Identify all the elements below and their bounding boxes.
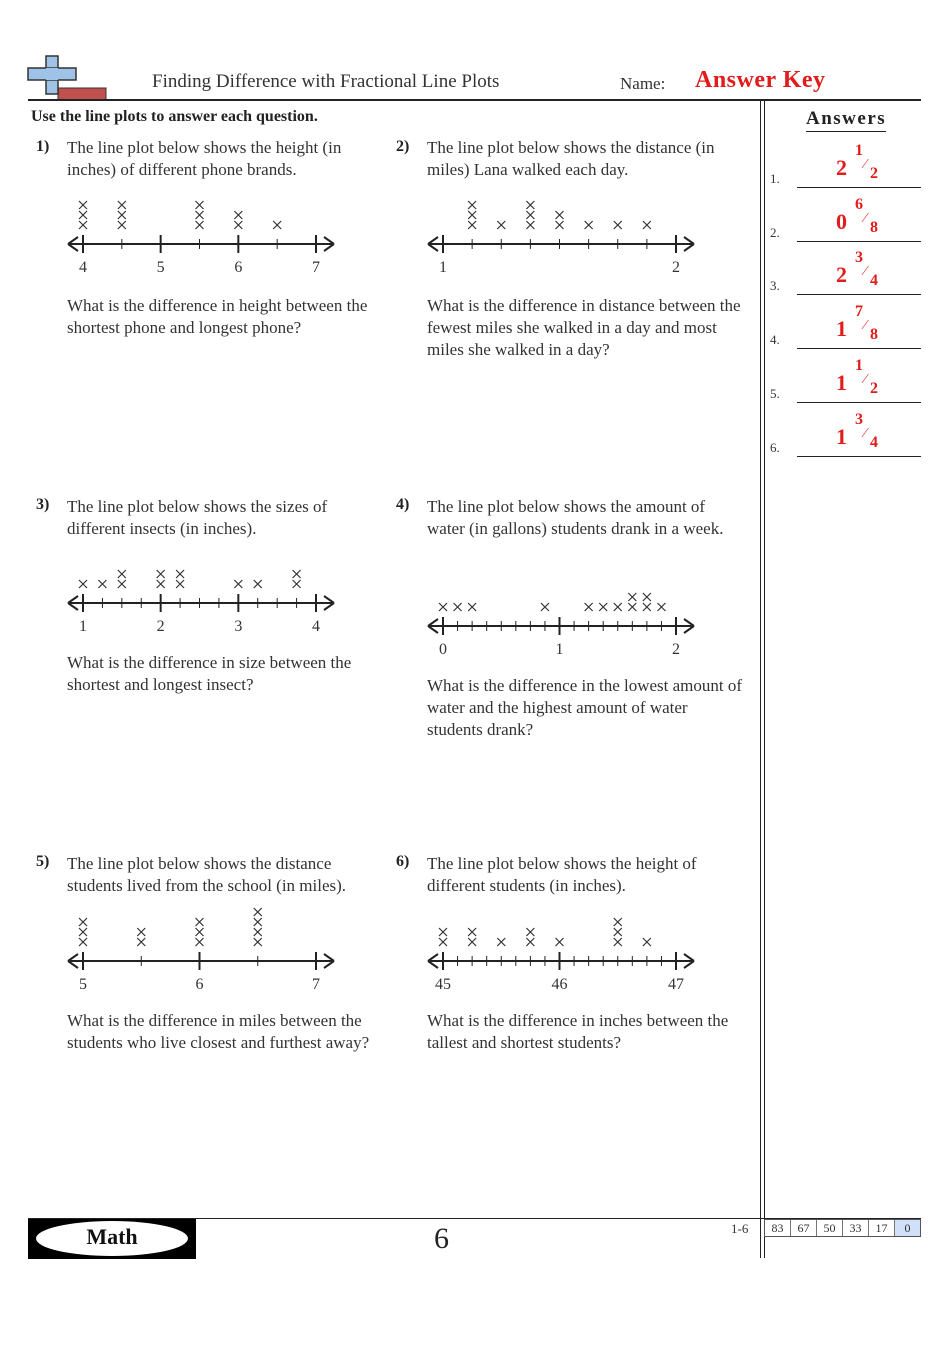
question-prompt: The line plot below shows the amount of water (in gallons) students drank in a week. bbox=[427, 497, 724, 538]
line-plot bbox=[420, 572, 705, 667]
x-mark bbox=[614, 918, 622, 926]
answer-line bbox=[797, 348, 921, 349]
x-mark bbox=[439, 928, 447, 936]
question-prompt: The line plot below shows the height (in inches) of different phone brands. bbox=[67, 138, 342, 179]
score-cell: 17 bbox=[868, 1220, 894, 1236]
question-number: 5) bbox=[36, 853, 50, 870]
x-mark bbox=[556, 221, 564, 229]
fraction-slash-icon: ⁄ bbox=[864, 318, 867, 333]
answer-denominator: 2 bbox=[870, 380, 878, 397]
x-mark bbox=[118, 580, 126, 588]
x-mark bbox=[628, 603, 636, 611]
header-rule bbox=[28, 99, 921, 101]
x-mark bbox=[118, 201, 126, 209]
answer-whole: 2 bbox=[836, 262, 847, 287]
x-mark bbox=[176, 580, 184, 588]
question-prompt: The line plot below shows the height of different students (in inches). bbox=[427, 854, 697, 895]
tick-label: 46 bbox=[551, 976, 568, 993]
line-plot bbox=[60, 907, 345, 1002]
x-mark bbox=[157, 570, 165, 578]
x-mark bbox=[196, 918, 204, 926]
x-mark bbox=[468, 201, 476, 209]
tick-label: 1 bbox=[555, 641, 564, 658]
question-number: 1) bbox=[36, 138, 50, 155]
x-mark bbox=[439, 938, 447, 946]
x-mark bbox=[556, 211, 564, 219]
instructions: Use the line plots to answer each question. bbox=[31, 108, 318, 125]
x-mark bbox=[234, 211, 242, 219]
question-prompt: The line plot below shows the distance students lived from the school (in miles). bbox=[67, 854, 347, 895]
x-mark bbox=[196, 938, 204, 946]
x-mark bbox=[468, 211, 476, 219]
page-number: 6 bbox=[434, 1222, 449, 1255]
question-text: What is the difference in miles between the students who live closest and furthest away? bbox=[67, 1011, 370, 1052]
x-mark bbox=[196, 201, 204, 209]
tick-label: 47 bbox=[668, 976, 684, 993]
x-mark bbox=[497, 938, 505, 946]
x-mark bbox=[439, 603, 447, 611]
line-plot bbox=[420, 190, 705, 285]
x-mark bbox=[234, 221, 242, 229]
x-mark bbox=[497, 221, 505, 229]
x-mark bbox=[234, 580, 242, 588]
answer-number: 4. bbox=[770, 332, 780, 347]
answer-numerator: 3 bbox=[855, 249, 863, 266]
score-range-label: 1-6 bbox=[731, 1221, 749, 1236]
x-mark bbox=[614, 928, 622, 936]
answer-column-divider bbox=[760, 100, 761, 1258]
x-mark bbox=[196, 221, 204, 229]
answer-denominator: 8 bbox=[870, 326, 878, 343]
question-number: 2) bbox=[396, 138, 410, 155]
tick-label: 5 bbox=[156, 259, 165, 276]
tick-label: 2 bbox=[156, 618, 165, 635]
x-mark bbox=[196, 928, 204, 936]
line-plot bbox=[60, 549, 345, 644]
answer-number: 5. bbox=[770, 386, 780, 401]
tick-label: 2 bbox=[672, 641, 680, 658]
answer-denominator: 4 bbox=[870, 272, 878, 289]
x-mark bbox=[468, 928, 476, 936]
x-mark bbox=[118, 570, 126, 578]
question-text: What is the difference in inches between the tallest and shortest students? bbox=[427, 1011, 729, 1052]
x-mark bbox=[293, 570, 301, 578]
question-prompt: The line plot below shows the sizes of different insects (in inches). bbox=[67, 497, 328, 538]
fraction-slash-icon: ⁄ bbox=[864, 211, 867, 226]
fraction-slash-icon: ⁄ bbox=[864, 157, 867, 172]
question-text: What is the difference in height between the shortest phone and longest phone? bbox=[67, 296, 368, 337]
x-mark bbox=[526, 928, 534, 936]
tick-label: 1 bbox=[79, 618, 87, 635]
x-mark bbox=[79, 211, 87, 219]
x-mark bbox=[541, 603, 549, 611]
x-mark bbox=[614, 603, 622, 611]
answer-numerator: 7 bbox=[855, 303, 863, 320]
tick-label: 4 bbox=[79, 259, 87, 276]
x-mark bbox=[628, 593, 636, 601]
x-mark bbox=[254, 938, 262, 946]
x-mark bbox=[273, 221, 281, 229]
x-mark bbox=[526, 211, 534, 219]
x-mark bbox=[599, 603, 607, 611]
x-mark bbox=[293, 580, 301, 588]
x-mark bbox=[254, 908, 262, 916]
tick-label: 7 bbox=[312, 259, 320, 276]
answer-numerator: 3 bbox=[855, 411, 863, 428]
x-mark bbox=[118, 221, 126, 229]
answer-line bbox=[797, 456, 921, 457]
answer-line bbox=[797, 241, 921, 242]
x-mark bbox=[254, 928, 262, 936]
tick-label: 4 bbox=[312, 618, 320, 635]
answers-heading: Answers bbox=[806, 108, 886, 132]
question-prompt: The line plot below shows the distance (in miles) Lana walked each day. bbox=[427, 138, 715, 179]
question-text: What is the difference in the lowest amount of water and the highest amount of water students drank? bbox=[427, 676, 743, 739]
x-mark bbox=[79, 938, 87, 946]
answer-numerator: 6 bbox=[855, 196, 863, 213]
x-mark bbox=[643, 221, 651, 229]
x-mark bbox=[79, 580, 87, 588]
x-mark bbox=[556, 938, 564, 946]
answer-line bbox=[797, 294, 921, 295]
answer-whole: 1 bbox=[836, 316, 847, 341]
answer-key-label: Answer Key bbox=[695, 67, 826, 93]
x-mark bbox=[79, 201, 87, 209]
x-mark bbox=[157, 580, 165, 588]
answer-number: 3. bbox=[770, 278, 780, 293]
x-mark bbox=[454, 603, 462, 611]
answer-column-divider bbox=[764, 100, 765, 1258]
math-logo-icon bbox=[26, 54, 108, 102]
answer-number: 6. bbox=[770, 440, 780, 455]
x-mark bbox=[79, 928, 87, 936]
score-cell: 0 bbox=[894, 1220, 920, 1236]
x-mark bbox=[79, 221, 87, 229]
x-mark bbox=[176, 570, 184, 578]
x-mark bbox=[98, 580, 106, 588]
x-mark bbox=[585, 221, 593, 229]
x-mark bbox=[79, 918, 87, 926]
x-mark bbox=[196, 211, 204, 219]
tick-label: 6 bbox=[195, 976, 204, 993]
x-mark bbox=[254, 918, 262, 926]
tick-label: 2 bbox=[672, 259, 680, 276]
score-cell: 83 bbox=[771, 1221, 784, 1235]
fraction-slash-icon: ⁄ bbox=[864, 264, 867, 279]
x-mark bbox=[643, 603, 651, 611]
x-mark bbox=[526, 221, 534, 229]
answer-numerator: 1 bbox=[855, 142, 863, 159]
question-number: 6) bbox=[396, 853, 410, 870]
question-number: 3) bbox=[36, 496, 50, 513]
name-label: Name: bbox=[620, 74, 666, 93]
x-mark bbox=[614, 221, 622, 229]
score-cell: 33 bbox=[842, 1220, 868, 1236]
x-mark bbox=[657, 603, 665, 611]
x-mark bbox=[526, 201, 534, 209]
tick-label: 5 bbox=[79, 976, 87, 993]
score-cell: 50 bbox=[816, 1220, 842, 1236]
line-plot bbox=[60, 190, 345, 285]
tick-label: 45 bbox=[435, 976, 451, 993]
tick-label: 0 bbox=[439, 641, 447, 658]
page-title: Finding Difference with Fractional Line Plots bbox=[152, 71, 500, 92]
answer-denominator: 8 bbox=[870, 219, 878, 236]
x-mark bbox=[526, 938, 534, 946]
answer-whole: 1 bbox=[836, 370, 847, 395]
score-cell: 67 bbox=[790, 1220, 816, 1236]
tick-label: 1 bbox=[439, 259, 447, 276]
answer-numerator: 1 bbox=[855, 357, 863, 374]
question-number: 4) bbox=[396, 496, 410, 513]
question-text: What is the difference in distance between the fewest miles she walked in a day and most miles she walked in a day? bbox=[427, 296, 741, 359]
x-mark bbox=[137, 938, 145, 946]
question-text: What is the difference in size between the shortest and longest insect? bbox=[67, 653, 352, 694]
x-mark bbox=[468, 938, 476, 946]
fraction-slash-icon: ⁄ bbox=[864, 372, 867, 387]
x-mark bbox=[137, 928, 145, 936]
answer-whole: 2 bbox=[836, 155, 847, 180]
x-mark bbox=[468, 603, 476, 611]
math-logo-text: Math bbox=[86, 1224, 138, 1249]
answer-number: 2. bbox=[770, 225, 780, 240]
answer-denominator: 4 bbox=[870, 434, 878, 451]
x-mark bbox=[118, 211, 126, 219]
x-mark bbox=[614, 938, 622, 946]
x-mark bbox=[254, 580, 262, 588]
line-plot bbox=[420, 907, 705, 1002]
answer-whole: 1 bbox=[836, 424, 847, 449]
answer-denominator: 2 bbox=[870, 165, 878, 182]
x-mark bbox=[643, 938, 651, 946]
tick-label: 6 bbox=[234, 259, 243, 276]
x-mark bbox=[585, 603, 593, 611]
tick-label: 7 bbox=[312, 976, 320, 993]
answer-whole: 0 bbox=[836, 209, 847, 234]
x-mark bbox=[468, 221, 476, 229]
score-table bbox=[764, 1219, 921, 1237]
answer-number: 1. bbox=[770, 171, 780, 186]
answer-line bbox=[797, 402, 921, 403]
fraction-slash-icon: ⁄ bbox=[864, 426, 867, 441]
tick-label: 3 bbox=[234, 618, 243, 635]
answer-line bbox=[797, 187, 921, 188]
x-mark bbox=[643, 593, 651, 601]
